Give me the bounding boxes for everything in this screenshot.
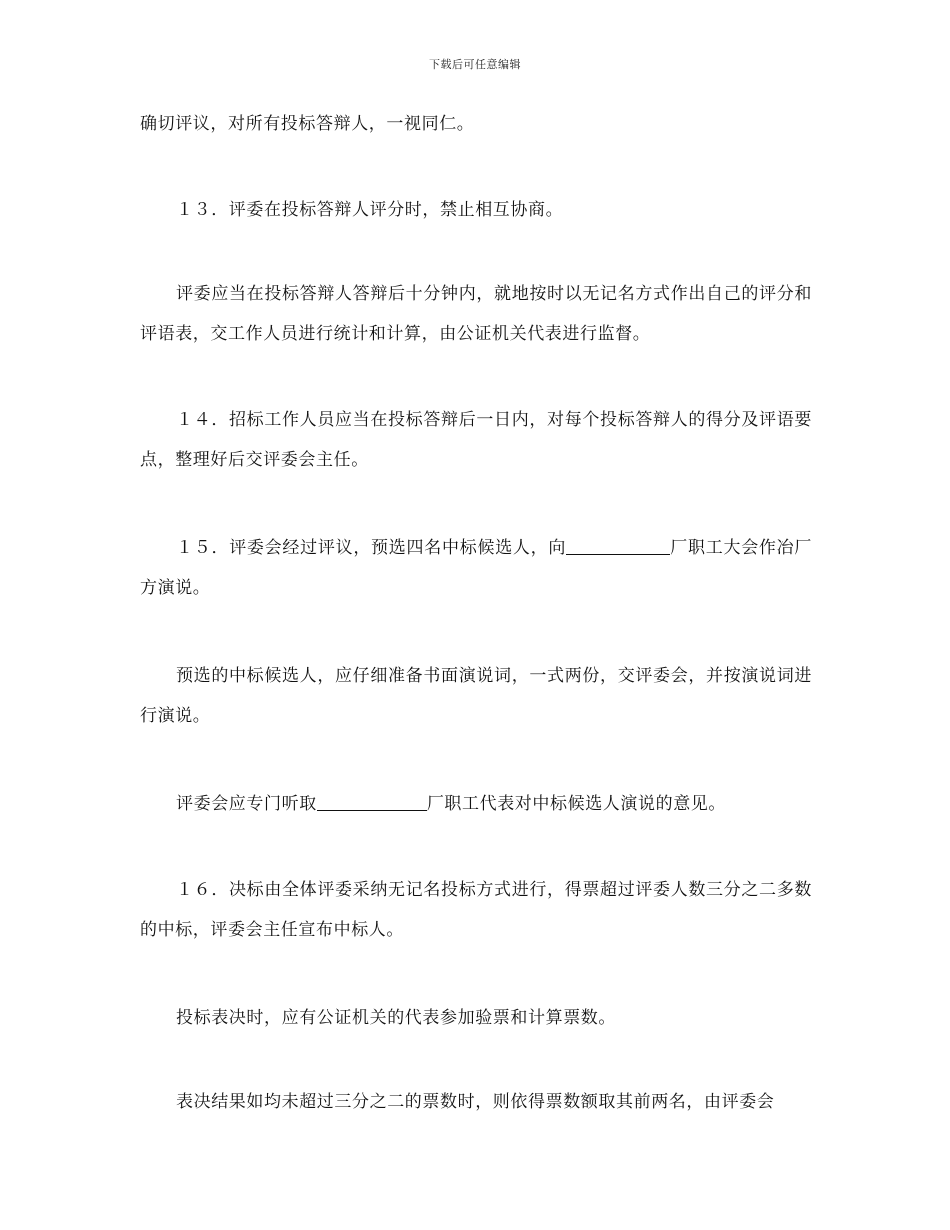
paragraph-4: １４．招标工作人员应当在投标答辩后一日内，对每个投标答辩人的得分及评语要点，整理好后交评委会主任。 xyxy=(140,410,812,470)
paragraph-5 xyxy=(140,528,812,608)
paragraph-8: １６．决标由全体评委采纳无记名投标方式进行，得票超过评委人数三分之二多数的中标，评委会主任宣布中标人。 xyxy=(140,880,812,940)
page-header: 下载后可任意编辑 xyxy=(429,58,521,71)
paragraph-5-before: １５．评委会经过评议，预选四名中标候选人，向 xyxy=(176,538,567,558)
paragraph-5-after: 厂职工大会作冶厂方演说。 xyxy=(140,538,812,598)
fill-in-blank xyxy=(566,538,670,555)
paragraph-7 xyxy=(140,784,812,824)
paragraph-9: 投标表决时，应有公证机关的代表参加验票和计算票数。 xyxy=(176,1008,616,1028)
paragraph-10: 表决结果如均未超过三分之二的票数时，则依得票数额取其前两名，由评委会 xyxy=(176,1092,775,1112)
paragraph-7-after: 厂职工代表对中标候选人演说的意见。 xyxy=(426,794,727,814)
paragraph-2: １３．评委在投标答辩人评分时，禁止相互协商。 xyxy=(176,200,564,220)
paragraph-6: 预选的中标候选人，应仔细准备书面演说词，一式两份，交评委会，并按演说词进行演说。 xyxy=(140,666,812,726)
fill-in-blank xyxy=(317,794,427,811)
paragraph-1: 确切评议，对所有投标答辩人，一视同仁。 xyxy=(140,114,475,134)
paragraph-7-before: 评委会应专门听取 xyxy=(176,794,317,814)
paragraph-3: 评委应当在投标答辩人答辩后十分钟内，就地按时以无记名方式作出自己的评分和评语表，交工作人员进行统计和计算，由公证机关代表进行监督。 xyxy=(140,284,812,344)
